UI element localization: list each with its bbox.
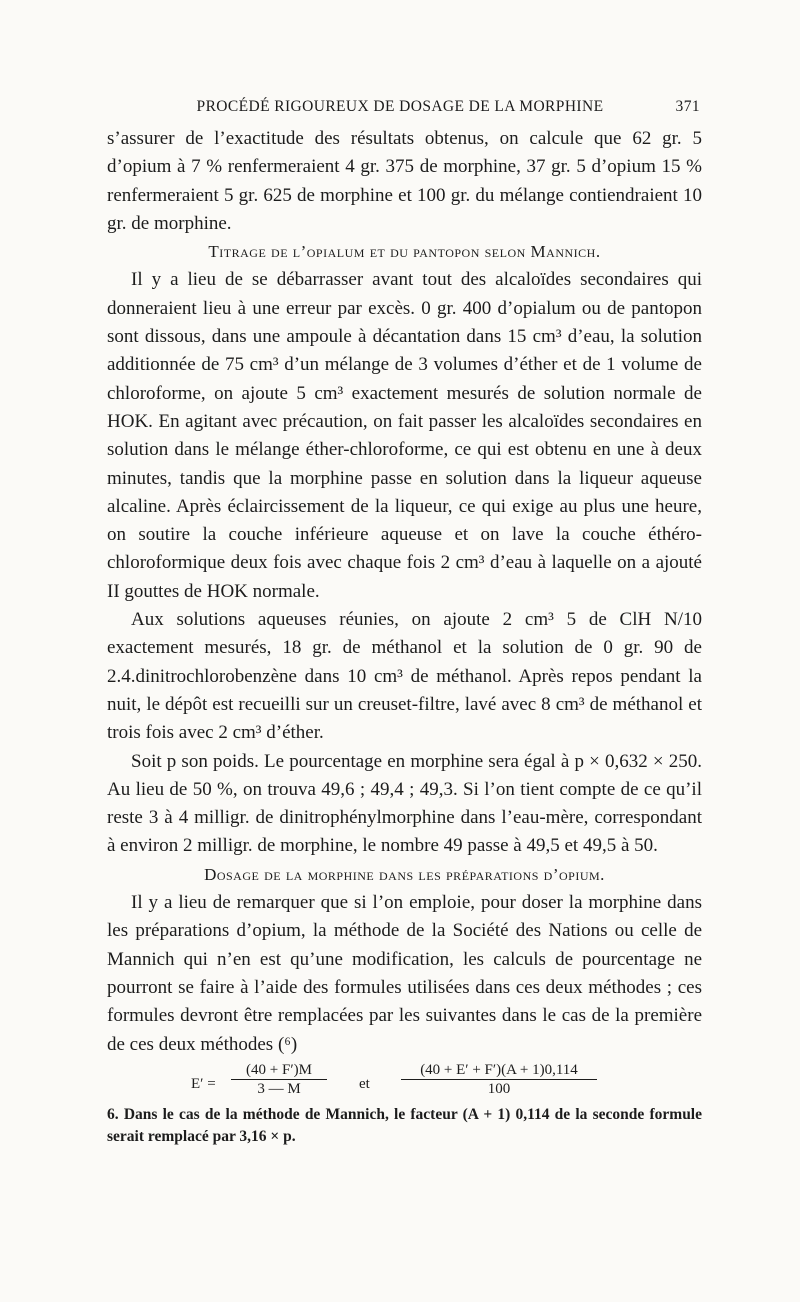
paragraph-1: s’assurer de l’exactitude des résultats obtenus, on calcule que 62 gr. 5 d’opium à 7 % renfermeraient 4 gr. 375 de morphine, 37 gr. 5 d’opium 15 % renfermeraient 5 gr. 625 de morphine et 100 gr. du mélange contiendraient 10 gr. de morphine. — [107, 128, 702, 234]
fraction-1 — [231, 1061, 327, 1098]
formula-lhs: E′ = — [191, 1075, 216, 1092]
fraction-2 — [401, 1061, 597, 1098]
footnote-6: 6. Dans le cas de la méthode de Mannich, le facteur (A + 1) 0,114 de la seconde formule serait remplacé par 3,16 × p. — [107, 1106, 702, 1145]
section-heading-mannich: Titrage de l’opialum et du pantopon selon Mannich. — [208, 242, 601, 262]
running-title: PROCÉDÉ RIGOUREUX DE DOSAGE DE LA MORPHINE — [196, 98, 604, 115]
section-heading-dosage: Dosage de la morphine dans les préparations d’opium. — [204, 864, 605, 884]
page-number: 371 — [675, 98, 700, 115]
paragraph-2: Il y a lieu de se débarrasser avant tout des alcaloïdes secondaires qui donneraient lieu à une erreur par excès. 0 gr. 400 d’opialum ou de pantopon sont dissous, dans une ampoule à décantation dans 15 cm³ d’eau, la solution additionnée de 75 cm³ d’un mélange de 3 volumes d’éther et de 1 volume de chloroforme, on ajoute 5 cm³ exactement mesurés de solution normale de HOK. En agitant avec précaution, on fait passer les alcaloïdes secondaires en solution dans le mélange éther-chloroforme, ce qui est obtenu en une à deux minutes, tandis que la morphine passe en solution dans la liqueur aqueuse alcaline. Après éclaircissement de la liqueur, ce qui exige au plus une heure, on soutire la couche inférieure aqueuse et on lave la couche éthéro-chloroformique deux fois avec chaque fois 2 cm³ d’eau à laquelle on a ajouté II gouttes de HOK normale. — [107, 269, 702, 602]
formula-connector: et — [359, 1075, 370, 1092]
paragraph-4: Soit p son poids. Le pourcentage en morphine sera égal à p × 0,632 × 250. Au lieu de 50 %, on trouva 49,6 ; 49,4 ; 49,3. Si l’on tient compte de ce qu’il reste 3 à 4 milligr. de dinitrophénylmorphine dans l’eau-mère, correspondant à environ 2 milligr. de morphine, le nombre 49 passe à 49,5 et 49,5 à 50. — [107, 750, 702, 857]
formula-block — [107, 1061, 702, 1101]
fraction-1-numerator: (40 + F′)M — [231, 1061, 327, 1080]
fraction-1-denominator: 3 — M — [257, 1080, 301, 1097]
running-header — [100, 98, 700, 116]
body-text — [107, 125, 702, 1101]
fraction-2-numerator: (40 + E′ + F′)(A + 1)0,114 — [401, 1061, 597, 1080]
paragraph-5: Il y a lieu de remarquer que si l’on emploie, pour doser la morphine dans les préparations d’opium, la méthode de la Société des Nations ou celle de Mannich qui n’en est qu’une modification, les calculs de pourcentage ne pourront se faire à l’aide des formules utilisées dans ces deux méthodes ; ces formules devront être remplacées par les suivantes dans le cas de la première de ces deux méthodes (⁶) — [107, 892, 702, 1055]
paragraph-3: Aux solutions aqueuses réunies, on ajoute 2 cm³ 5 de ClH N/10 exactement mesurés, 18 gr. de méthanol et la solution de 0 gr. 90 de 2.4.dinitrochlorobenzène dans 10 cm³ de méthanol. Après repos pendant la nuit, le dépôt est recueilli sur un creuset-filtre, lavé avec 8 cm³ de méthanol et trois fois avec 2 cm³ d’éther. — [107, 609, 702, 744]
fraction-2-denominator: 100 — [487, 1080, 511, 1097]
